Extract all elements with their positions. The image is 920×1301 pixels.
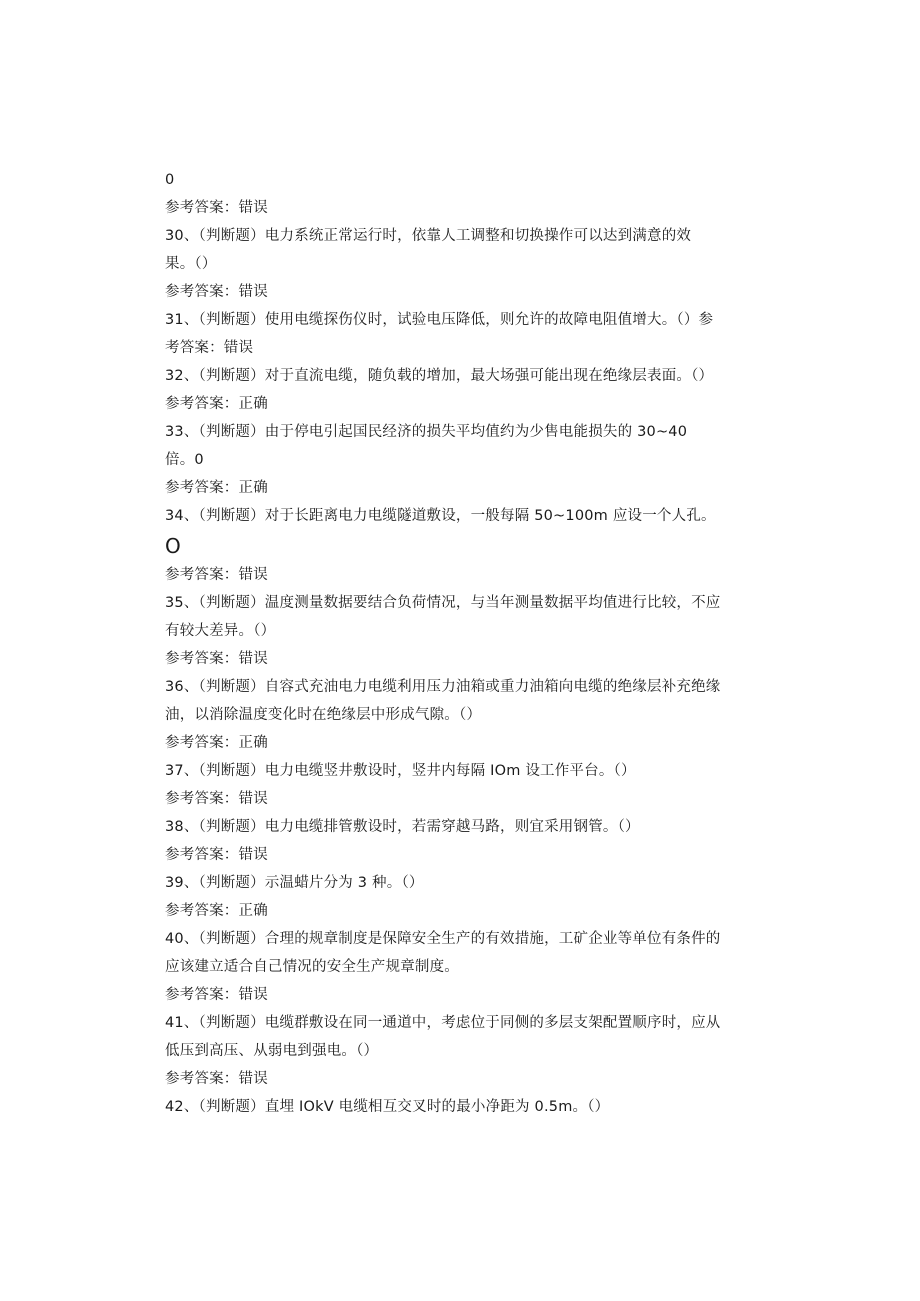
answer-line: 参考答案：错误 <box>165 200 268 216</box>
answer-line: 参考答案：错误 <box>165 847 268 863</box>
answer-line: 参考答案：错误 <box>165 1071 268 1087</box>
question-line-39: 39、（判断题）示温蜡片分为 3 种。（） <box>165 875 424 891</box>
question-line-38: 38、（判断题）电力电缆排管敷设时，若需穿越马路，则宜采用钢管。（） <box>165 819 640 835</box>
answer-line: 参考答案：正确 <box>165 396 268 412</box>
answer-line: 参考答案：错误 <box>165 791 268 807</box>
answer-line: 参考答案：正确 <box>165 735 268 751</box>
question-line-36: 36、（判断题）自容式充油电力电缆利用压力油箱或重力油箱向电缆的绝缘层补充绝缘 <box>165 679 721 695</box>
question-line-41-cont: 低压到高压、从弱电到强电。（） <box>165 1043 379 1059</box>
text-line-fragment: O <box>165 534 181 558</box>
question-line-31: 31、（判断题）使用电缆探伤仪时，试验电压降低，则允许的故障电阻值增大。（）参 <box>165 312 714 328</box>
question-line-40: 40、（判断题）合理的规章制度是保障安全生产的有效措施，工矿企业等单位有条件的 <box>165 931 721 947</box>
answer-line: 参考答案：错误 <box>165 987 268 1003</box>
answer-line: 参考答案：正确 <box>165 480 268 496</box>
question-line-35-cont: 有较大差异。（） <box>165 623 276 639</box>
question-line-37: 37、（判断题）电力电缆竖井敷设时，竖井内每隔 IOm 设工作平台。（） <box>165 763 636 779</box>
question-line-41: 41、（判断题）电缆群敷设在同一通道中，考虑位于同侧的多层支架配置顺序时，应从 <box>165 1015 721 1031</box>
question-line-36-cont: 油，以消除温度变化时在绝缘层中形成气隙。（） <box>165 707 482 723</box>
question-line-30-cont: 果。（） <box>165 256 217 272</box>
question-line-34: 34、（判断题）对于长距离电力电缆隧道敷设，一般每隔 50~100m 应设一个人孔。 <box>165 508 716 524</box>
question-line-33-cont: 倍。0 <box>165 452 204 468</box>
question-line-30: 30、（判断题）电力系统正常运行时，依靠人工调整和切换操作可以达到满意的效 <box>165 228 692 244</box>
question-line-42: 42、（判断题）直埋 IOkV 电缆相互交叉时的最小净距为 0.5m。（） <box>165 1099 610 1115</box>
answer-line: 参考答案：错误 <box>165 567 268 583</box>
question-line-35: 35、（判断题）温度测量数据要结合负荷情况，与当年测量数据平均值进行比较，不应 <box>165 595 721 611</box>
question-line-40-cont: 应该建立适合自己情况的安全生产规章制度。 <box>165 959 459 975</box>
answer-line: 参考答案：正确 <box>165 903 268 919</box>
text-line-fragment: 0 <box>165 172 175 188</box>
answer-line: 考答案：错误 <box>165 340 254 356</box>
question-line-33: 33、（判断题）由于停电引起国民经济的损失平均值约为少售电能损失的 30~40 <box>165 424 688 440</box>
answer-line: 参考答案：错误 <box>165 284 268 300</box>
answer-line: 参考答案：错误 <box>165 651 268 667</box>
question-line-32: 32、（判断题）对于直流电缆，随负载的增加，最大场强可能出现在绝缘层表面。（） <box>165 368 714 384</box>
